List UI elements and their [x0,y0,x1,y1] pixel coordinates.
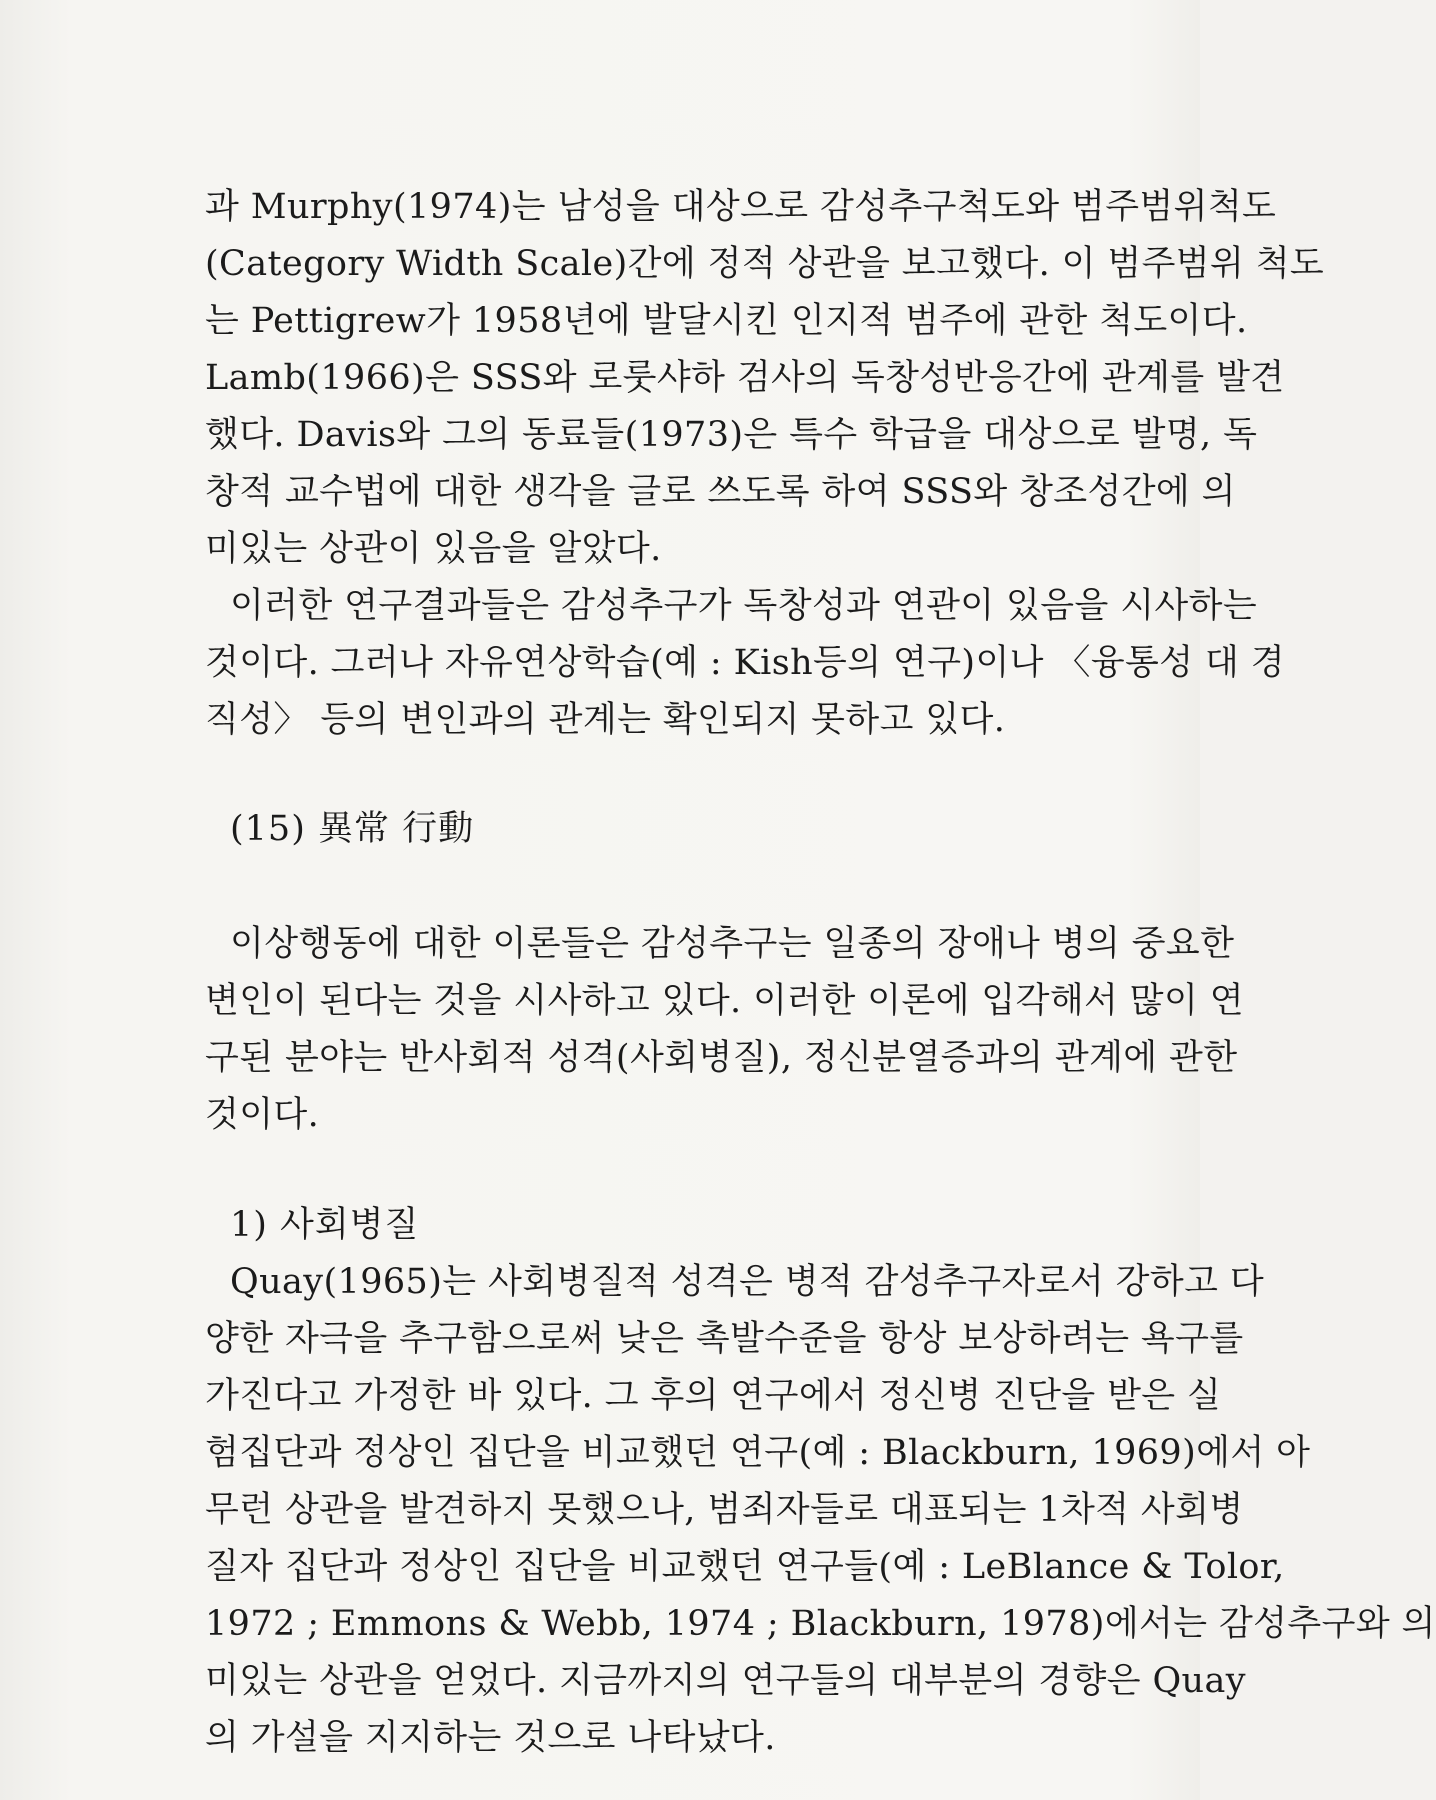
text-line: 는 Pettigrew가 1958년에 발달시킨 인지적 범주에 관한 척도이다. [205,301,1248,341]
text-line: 이상행동에 대한 이론들은 감성추구는 일종의 장애나 병의 중요한 [230,924,1235,964]
text-line: 변인이 된다는 것을 시사하고 있다. 이러한 이론에 입각해서 많이 연 [205,981,1244,1021]
text-line: 과 Murphy(1974)는 남성을 대상으로 감성추구척도와 범주범위척도 [205,187,1277,227]
text-line: 직성〉 등의 변인과의 관계는 확인되지 못하고 있다. [205,700,1006,740]
subheading: 1) 사회병질 [230,1205,420,1245]
text-line: (Category Width Scale)간에 정적 상관을 보고했다. 이 범주범위 척도 [205,244,1325,284]
text-line: Lamb(1966)은 SSS와 로룻샤하 검사의 독창성반응간에 관계를 발견 [205,358,1285,398]
text-line: 질자 집단과 정상인 집단을 비교했던 연구들(예 : LeBlance & Tolor, [205,1547,1285,1587]
text-line: 미있는 상관이 있음을 알았다. [205,529,662,569]
text-line: 1972 ; Emmons & Webb, 1974 ; Blackburn, 1978)에서는 감성추구와 의 [205,1604,1436,1644]
text-line: 구된 분야는 반사회적 성격(사회병질), 정신분열증과의 관계에 관한 [205,1038,1238,1078]
text-line: 것이다. [205,1095,320,1135]
text-line: 험집단과 정상인 집단을 비교했던 연구(예 : Blackburn, 1969)에서 아 [205,1433,1311,1473]
text-line: Quay(1965)는 사회병질적 성격은 병적 감성추구자로서 강하고 다 [230,1262,1265,1302]
text-line: 의 가설을 지지하는 것으로 나타났다. [205,1718,776,1758]
text-line: 양한 자극을 추구함으로써 낮은 촉발수준을 항상 보상하려는 욕구를 [205,1319,1244,1359]
text-line: 창적 교수법에 대한 생각을 글로 쓰도록 하여 SSS와 창조성간에 의 [205,472,1236,512]
text-line: 가진다고 가정한 바 있다. 그 후의 연구에서 정신병 진단을 받은 실 [205,1376,1222,1416]
text-line: 미있는 상관을 얻었다. 지금까지의 연구들의 대부분의 경향은 Quay [205,1661,1246,1701]
text-line: 이러한 연구결과들은 감성추구가 독창성과 연관이 있음을 시사하는 [230,586,1258,626]
text-line: 것이다. 그러나 자유연상학습(예 : Kish등의 연구)이나 〈융통성 대 경 [205,643,1285,683]
text-line: 했다. Davis와 그의 동료들(1973)은 특수 학급을 대상으로 발명, 독 [205,415,1258,455]
text-line: 무런 상관을 발견하지 못했으나, 범죄자들로 대표되는 1차적 사회병 [205,1490,1244,1530]
section-heading: (15) 異常 行動 [230,809,475,849]
